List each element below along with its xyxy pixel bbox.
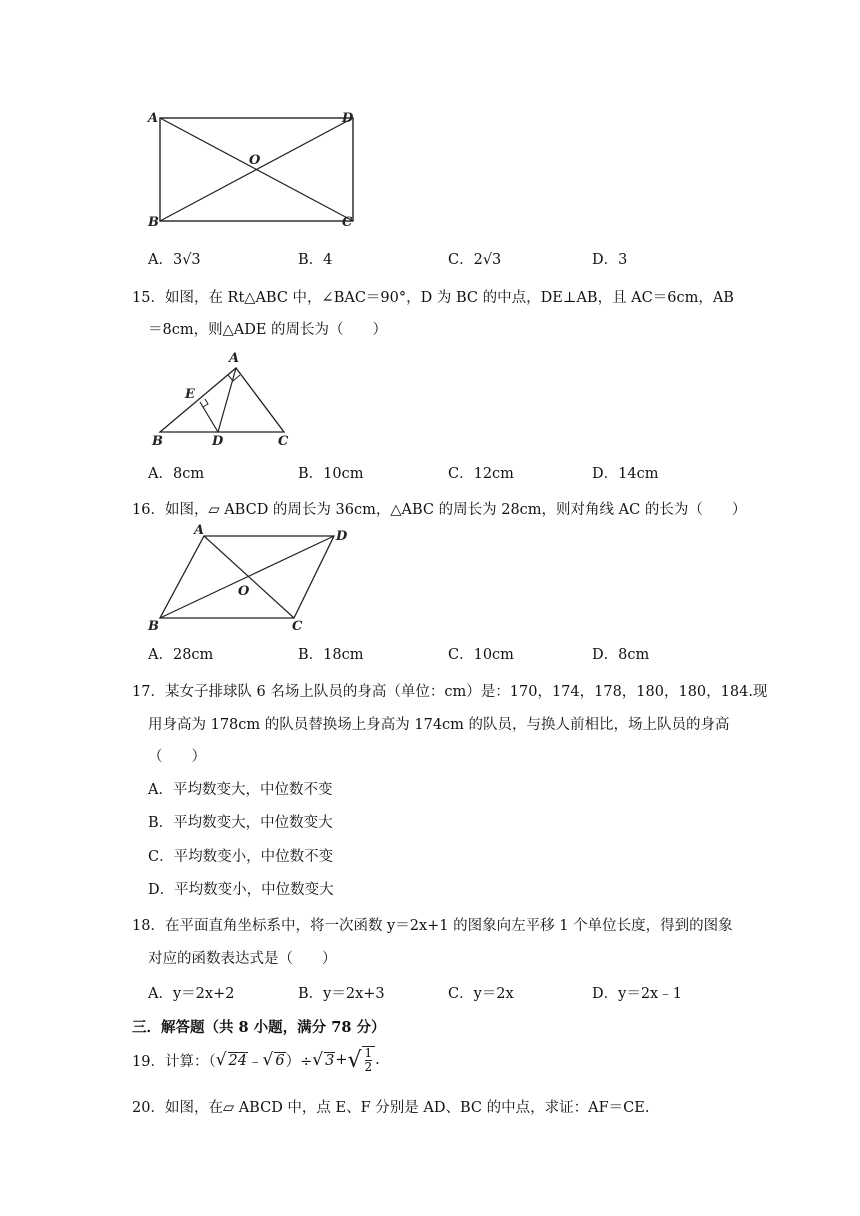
q15-label-e: E bbox=[185, 387, 195, 402]
q17-option-d[interactable]: D．平均数变小，中位数变大 bbox=[148, 882, 334, 898]
q18-option-b[interactable]: B．y＝2x+3 bbox=[298, 986, 385, 1002]
q19-fraction-denominator: 2 bbox=[364, 1060, 373, 1074]
q19-radicand-3: 3 bbox=[325, 1052, 335, 1069]
q17-text-line2: 用身高为 178cm 的队员替换场上身高为 174cm 的队员，与换人前相比，场上队员的身高 bbox=[148, 717, 730, 733]
q18-text-line1: 18．在平面直角坐标系中，将一次函数 y＝2x+1 的图象向左平移 1 个单位长度，得到的图象 bbox=[132, 918, 733, 934]
sqrt-icon: √ bbox=[347, 1047, 362, 1073]
q19-fraction-numerator: 1 bbox=[364, 1046, 373, 1060]
q16-option-c[interactable]: C．10cm bbox=[448, 647, 514, 663]
q14-figure bbox=[140, 106, 370, 232]
q18-option-c[interactable]: C．y＝2x bbox=[448, 986, 514, 1002]
q16-text-line1: 16．如图，▱ ABCD 的周长为 36cm，△ABC 的周长为 28cm，则对角线 AC 的长为（ ） bbox=[132, 502, 747, 518]
q19-radicand-1: 24 bbox=[228, 1052, 247, 1069]
q16-option-a[interactable]: A．28cm bbox=[148, 647, 214, 663]
q17-text-line3: （ ） bbox=[148, 749, 206, 765]
q18-text-line2: 对应的函数表达式是（ ） bbox=[148, 951, 337, 967]
q15-option-b[interactable]: B．10cm bbox=[298, 466, 364, 482]
q15-text-line1: 15．如图，在 Rt△ABC 中，∠BAC＝90°，D 为 BC 的中点，DE⊥AB，且 AC＝6cm，AB bbox=[132, 290, 734, 306]
q17-text-line1: 17．某女子排球队 6 名场上队员的身高（单位：cm）是：170，174，178，180，180，184.现 bbox=[132, 684, 768, 700]
q16-label-c: C bbox=[292, 619, 303, 634]
q16-label-a: A bbox=[194, 523, 205, 538]
q14-label-a: A bbox=[148, 111, 159, 126]
q16-figure bbox=[144, 522, 364, 636]
q14-label-d: D bbox=[342, 111, 354, 126]
q15-label-d: D bbox=[212, 434, 224, 448]
q19-fraction bbox=[362, 1046, 376, 1074]
q15-text-line2: ＝8cm，则△ADE 的周长为（ ） bbox=[148, 322, 388, 338]
q19-plus: + bbox=[335, 1052, 348, 1068]
q15-label-c: C bbox=[278, 434, 289, 448]
q15-label-b: B bbox=[152, 434, 163, 448]
q14-label-b: B bbox=[148, 215, 159, 230]
q16-option-b[interactable]: B．18cm bbox=[298, 647, 364, 663]
q17-option-b[interactable]: B．平均数变大，中位数变大 bbox=[148, 815, 333, 831]
section-3-heading: 三．解答题（共 8 小题，满分 78 分） bbox=[132, 1019, 386, 1036]
q16-label-b: B bbox=[148, 619, 159, 634]
q14-option-c[interactable]: C．2√3 bbox=[448, 252, 502, 268]
q18-option-a[interactable]: A．y＝2x+2 bbox=[148, 986, 235, 1002]
q17-option-c[interactable]: C．平均数变小，中位数不变 bbox=[148, 849, 334, 865]
q17-option-a[interactable]: A．平均数变大，中位数不变 bbox=[148, 782, 333, 798]
q14-option-a[interactable]: A．3√3 bbox=[148, 252, 201, 268]
q14-label-o: O bbox=[249, 153, 261, 168]
q15-figure bbox=[148, 348, 308, 448]
q14-option-d[interactable]: D．3 bbox=[592, 252, 628, 268]
q16-option-d[interactable]: D．8cm bbox=[592, 647, 650, 663]
q19-radicand-2: 6 bbox=[275, 1052, 285, 1069]
q14-label-c: C bbox=[342, 215, 353, 230]
sqrt-icon: √ bbox=[262, 1050, 274, 1070]
q14-option-b[interactable]: B．4 bbox=[298, 252, 333, 268]
q15-option-c[interactable]: C．12cm bbox=[448, 466, 514, 482]
q19-minus: ﹣ bbox=[248, 1053, 263, 1070]
q16-label-o: O bbox=[238, 584, 250, 599]
q19-divide: ）÷ bbox=[285, 1053, 313, 1070]
q19-suffix: . bbox=[375, 1052, 380, 1068]
q18-option-d[interactable]: D．y＝2x﹣1 bbox=[592, 986, 682, 1002]
q19-prefix: 19．计算：（ bbox=[132, 1053, 216, 1070]
q15-option-d[interactable]: D．14cm bbox=[592, 466, 659, 482]
q15-label-a: A bbox=[229, 351, 240, 366]
sqrt-icon: √ bbox=[215, 1050, 227, 1070]
sqrt-icon: √ bbox=[312, 1050, 324, 1070]
q19-expression bbox=[132, 1046, 380, 1074]
q20-text-line1: 20．如图，在▱ ABCD 中，点 E、F 分别是 AD、BC 的中点，求证：AF＝CE. bbox=[132, 1100, 650, 1116]
q15-option-a[interactable]: A．8cm bbox=[148, 466, 205, 482]
q16-label-d: D bbox=[336, 529, 348, 544]
